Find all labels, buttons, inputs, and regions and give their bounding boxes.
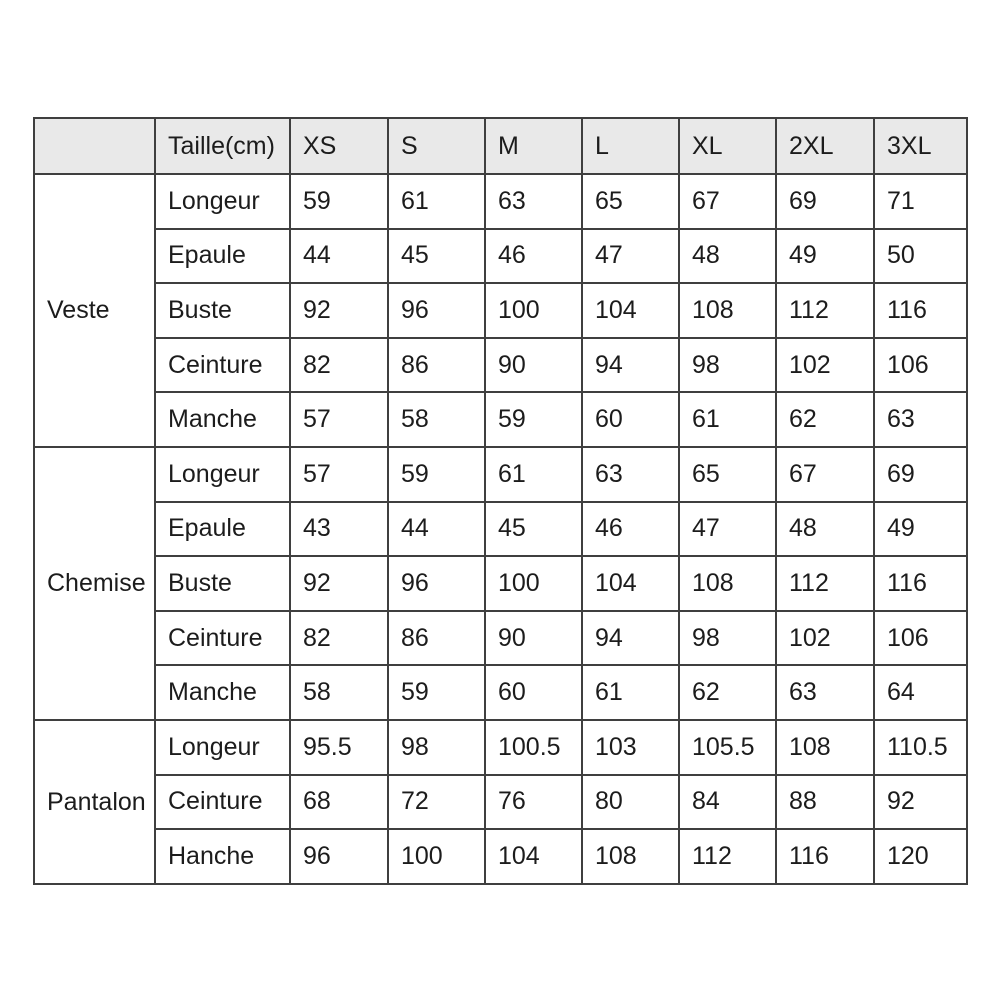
size-value-cell: 59 bbox=[290, 174, 388, 229]
table-row bbox=[34, 665, 967, 720]
measure-label-cell: Ceinture bbox=[155, 338, 290, 393]
size-value-cell: 104 bbox=[582, 283, 679, 338]
size-value-cell: 94 bbox=[582, 338, 679, 393]
size-value-cell: 61 bbox=[582, 665, 679, 720]
size-value-cell: 57 bbox=[290, 392, 388, 447]
size-value-cell: 62 bbox=[776, 392, 874, 447]
size-value-cell: 62 bbox=[679, 665, 776, 720]
measure-label-cell: Longeur bbox=[155, 174, 290, 229]
size-value-cell: 90 bbox=[485, 611, 582, 666]
size-value-cell: 108 bbox=[679, 556, 776, 611]
category-label: Pantalon bbox=[47, 787, 146, 816]
size-value-cell: 98 bbox=[679, 338, 776, 393]
category-cell-pantalon bbox=[34, 720, 155, 884]
size-value-cell: 63 bbox=[874, 392, 967, 447]
size-chart-table bbox=[33, 117, 968, 885]
header-cell-3xl: 3XL bbox=[874, 118, 967, 174]
table-row bbox=[34, 611, 967, 666]
size-value-cell: 104 bbox=[582, 556, 679, 611]
size-value-cell: 86 bbox=[388, 611, 485, 666]
size-value-cell: 61 bbox=[485, 447, 582, 502]
size-value-cell: 96 bbox=[388, 283, 485, 338]
size-value-cell: 90 bbox=[485, 338, 582, 393]
size-value-cell: 112 bbox=[776, 556, 874, 611]
measure-label-cell: Longeur bbox=[155, 720, 290, 775]
header-cell-s: S bbox=[388, 118, 485, 174]
size-value-cell: 88 bbox=[776, 775, 874, 830]
size-chart-body bbox=[34, 174, 967, 884]
table-row bbox=[34, 447, 967, 502]
size-value-cell: 65 bbox=[679, 447, 776, 502]
table-row bbox=[34, 174, 967, 229]
header-cell-xl: XL bbox=[679, 118, 776, 174]
header-cell-xs: XS bbox=[290, 118, 388, 174]
size-value-cell: 80 bbox=[582, 775, 679, 830]
size-value-cell: 45 bbox=[388, 229, 485, 284]
size-value-cell: 120 bbox=[874, 829, 967, 884]
table-row bbox=[34, 502, 967, 557]
size-value-cell: 72 bbox=[388, 775, 485, 830]
table-row bbox=[34, 338, 967, 393]
size-value-cell: 61 bbox=[679, 392, 776, 447]
size-value-cell: 60 bbox=[582, 392, 679, 447]
size-value-cell: 57 bbox=[290, 447, 388, 502]
size-value-cell: 67 bbox=[776, 447, 874, 502]
size-value-cell: 58 bbox=[290, 665, 388, 720]
table-row bbox=[34, 720, 967, 775]
header-cell-l: L bbox=[582, 118, 679, 174]
size-value-cell: 44 bbox=[388, 502, 485, 557]
measure-label-cell: Manche bbox=[155, 665, 290, 720]
size-value-cell: 63 bbox=[485, 174, 582, 229]
size-value-cell: 92 bbox=[874, 775, 967, 830]
measure-label-cell: Manche bbox=[155, 392, 290, 447]
category-cell-veste bbox=[34, 174, 155, 447]
size-value-cell: 100.5 bbox=[485, 720, 582, 775]
size-value-cell: 47 bbox=[679, 502, 776, 557]
size-value-cell: 96 bbox=[388, 556, 485, 611]
size-value-cell: 102 bbox=[776, 338, 874, 393]
size-value-cell: 116 bbox=[874, 556, 967, 611]
measure-label-cell: Ceinture bbox=[155, 611, 290, 666]
size-value-cell: 59 bbox=[388, 665, 485, 720]
size-value-cell: 110.5 bbox=[874, 720, 967, 775]
size-value-cell: 67 bbox=[679, 174, 776, 229]
table-row bbox=[34, 556, 967, 611]
category-label: Veste bbox=[47, 296, 110, 325]
size-value-cell: 92 bbox=[290, 283, 388, 338]
size-value-cell: 105.5 bbox=[679, 720, 776, 775]
table-row bbox=[34, 829, 967, 884]
header-cell-taille-cm: Taille(cm) bbox=[155, 118, 290, 174]
size-value-cell: 96 bbox=[290, 829, 388, 884]
size-value-cell: 71 bbox=[874, 174, 967, 229]
size-value-cell: 60 bbox=[485, 665, 582, 720]
size-value-cell: 48 bbox=[776, 502, 874, 557]
size-value-cell: 59 bbox=[485, 392, 582, 447]
size-value-cell: 112 bbox=[776, 283, 874, 338]
size-value-cell: 116 bbox=[874, 283, 967, 338]
size-value-cell: 106 bbox=[874, 611, 967, 666]
header-row bbox=[34, 118, 967, 174]
size-value-cell: 46 bbox=[485, 229, 582, 284]
measure-label-cell: Ceinture bbox=[155, 775, 290, 830]
measure-label-cell: Buste bbox=[155, 283, 290, 338]
size-value-cell: 104 bbox=[485, 829, 582, 884]
measure-label-cell: Hanche bbox=[155, 829, 290, 884]
size-value-cell: 95.5 bbox=[290, 720, 388, 775]
size-value-cell: 48 bbox=[679, 229, 776, 284]
size-value-cell: 102 bbox=[776, 611, 874, 666]
measure-label-cell: Longeur bbox=[155, 447, 290, 502]
size-value-cell: 82 bbox=[290, 338, 388, 393]
category-label: Chemise bbox=[47, 569, 146, 598]
size-value-cell: 112 bbox=[679, 829, 776, 884]
size-value-cell: 86 bbox=[388, 338, 485, 393]
size-value-cell: 84 bbox=[679, 775, 776, 830]
size-value-cell: 92 bbox=[290, 556, 388, 611]
size-value-cell: 108 bbox=[679, 283, 776, 338]
measure-label-cell: Buste bbox=[155, 556, 290, 611]
size-value-cell: 45 bbox=[485, 502, 582, 557]
table-row bbox=[34, 775, 967, 830]
size-value-cell: 100 bbox=[485, 283, 582, 338]
size-value-cell: 49 bbox=[874, 502, 967, 557]
size-value-cell: 47 bbox=[582, 229, 679, 284]
size-value-cell: 49 bbox=[776, 229, 874, 284]
size-value-cell: 76 bbox=[485, 775, 582, 830]
header-cell-empty bbox=[34, 118, 155, 174]
measure-label-cell: Epaule bbox=[155, 229, 290, 284]
size-value-cell: 64 bbox=[874, 665, 967, 720]
size-value-cell: 65 bbox=[582, 174, 679, 229]
header-cell-m: M bbox=[485, 118, 582, 174]
category-cell-chemise bbox=[34, 447, 155, 720]
size-value-cell: 69 bbox=[874, 447, 967, 502]
size-value-cell: 100 bbox=[388, 829, 485, 884]
size-value-cell: 69 bbox=[776, 174, 874, 229]
table-row bbox=[34, 229, 967, 284]
table-row bbox=[34, 283, 967, 338]
size-value-cell: 94 bbox=[582, 611, 679, 666]
size-value-cell: 61 bbox=[388, 174, 485, 229]
size-value-cell: 68 bbox=[290, 775, 388, 830]
size-value-cell: 44 bbox=[290, 229, 388, 284]
size-value-cell: 116 bbox=[776, 829, 874, 884]
size-value-cell: 100 bbox=[485, 556, 582, 611]
size-value-cell: 63 bbox=[776, 665, 874, 720]
size-value-cell: 108 bbox=[582, 829, 679, 884]
size-value-cell: 59 bbox=[388, 447, 485, 502]
size-value-cell: 106 bbox=[874, 338, 967, 393]
measure-label-cell: Epaule bbox=[155, 502, 290, 557]
size-value-cell: 43 bbox=[290, 502, 388, 557]
size-value-cell: 50 bbox=[874, 229, 967, 284]
size-value-cell: 98 bbox=[388, 720, 485, 775]
size-value-cell: 63 bbox=[582, 447, 679, 502]
size-value-cell: 58 bbox=[388, 392, 485, 447]
size-value-cell: 108 bbox=[776, 720, 874, 775]
size-value-cell: 46 bbox=[582, 502, 679, 557]
table-row bbox=[34, 392, 967, 447]
size-chart-header bbox=[34, 118, 967, 174]
size-value-cell: 103 bbox=[582, 720, 679, 775]
header-cell-2xl: 2XL bbox=[776, 118, 874, 174]
size-value-cell: 98 bbox=[679, 611, 776, 666]
size-value-cell: 82 bbox=[290, 611, 388, 666]
